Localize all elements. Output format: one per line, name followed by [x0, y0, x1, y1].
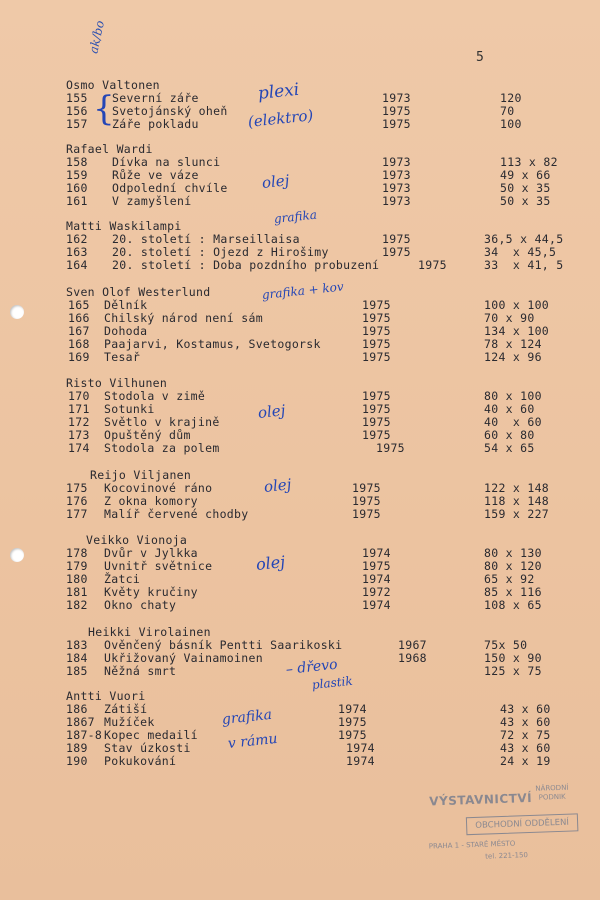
catalog-number: 180: [66, 572, 88, 586]
work-year: 1974: [362, 572, 391, 586]
work-size: 108 x 65: [484, 598, 542, 612]
work-year: 1973: [382, 155, 411, 169]
work-year: 1975: [362, 350, 391, 364]
catalog-number: 159: [66, 168, 88, 182]
work-title: Dohoda: [104, 324, 148, 338]
exhibit-row: [0, 599, 600, 612]
work-size: 40 x 60: [484, 402, 535, 416]
work-size: 43 x 60: [500, 741, 551, 755]
page-number: 5: [476, 50, 484, 65]
work-size: 159 x 227: [484, 507, 550, 521]
work-year: 1974: [346, 741, 375, 755]
work-year: 1975: [362, 311, 391, 325]
work-size: 75x 50: [484, 638, 528, 652]
work-size: 100 x 100: [484, 298, 550, 312]
exhibit-row: [0, 351, 600, 364]
handwritten-note: v rámu: [227, 730, 279, 752]
work-year: 1975: [338, 715, 367, 729]
work-year: 1967: [398, 638, 427, 652]
catalog-number: 190: [66, 754, 88, 768]
catalog-number: 173: [68, 428, 90, 442]
catalog-number: 161: [66, 194, 88, 208]
work-year: 1975: [382, 232, 411, 246]
work-size: 70: [500, 104, 515, 118]
catalog-number: 182: [66, 598, 88, 612]
work-title: Stodola v zimě: [104, 389, 206, 403]
work-size: 34 x 45,5: [484, 245, 557, 259]
work-size: 40 x 60: [484, 415, 542, 429]
work-size: 85 x 116: [484, 585, 542, 599]
work-title: Stodola za polem: [104, 441, 220, 455]
catalog-number: 178: [66, 546, 88, 560]
artist-name-text: Osmo Valtonen: [66, 78, 160, 92]
work-year: 1968: [398, 651, 427, 665]
work-year: 1975: [352, 481, 381, 495]
catalog-number: 185: [66, 664, 88, 678]
work-year: 1973: [382, 91, 411, 105]
work-year: 1975: [362, 337, 391, 351]
work-title: Pokukování: [104, 754, 177, 768]
work-year: 1974: [362, 598, 391, 612]
artist-name-text: Heikki Virolainen: [88, 625, 211, 639]
catalog-number: 169: [68, 350, 90, 364]
work-size: 118 x 148: [484, 494, 550, 508]
work-title: Ukřižovaný Vainamoinen: [104, 651, 263, 665]
work-size: 78 x 124: [484, 337, 542, 351]
corner-note: ak/bo: [86, 19, 108, 55]
catalog-number: 176: [66, 494, 88, 508]
work-title: Dívka na slunci: [112, 155, 221, 169]
work-title: 20. století : Doba pozdního probuzení: [112, 258, 380, 272]
handwritten-note: olej: [257, 401, 287, 422]
catalog-number: 1867: [66, 715, 95, 729]
artist-name-text: Reijo Viljanen: [90, 468, 192, 482]
work-size: 54 x 65: [484, 441, 535, 455]
work-title: Růže ve váze: [112, 168, 199, 182]
work-year: 1973: [382, 194, 411, 208]
work-title: Chilský národ není sám: [104, 311, 263, 325]
work-size: 50 x 35: [500, 194, 551, 208]
work-size: 100: [500, 117, 522, 131]
work-size: 43 x 60: [500, 702, 551, 716]
work-title: Svetojánský oheň: [112, 104, 228, 118]
work-size: 33 x 41, 5: [484, 258, 564, 272]
work-size: 125 x 75: [484, 664, 542, 678]
work-title: Zátiší: [104, 702, 148, 716]
artist-name-text: Matti Waskilampi: [66, 219, 182, 233]
work-year: 1975: [362, 324, 391, 338]
catalog-number: 189: [66, 741, 88, 755]
work-title: Dělník: [104, 298, 148, 312]
work-year: 1975: [376, 441, 405, 455]
stamp-title: VÝSTAVNICTVÍ: [429, 790, 533, 809]
exhibit-row: [0, 195, 600, 208]
work-title: Paajarvi, Kostamus, Svetogorsk: [104, 337, 321, 351]
work-year: 1973: [382, 181, 411, 195]
work-title: Z okna komory: [104, 494, 198, 508]
artist-name-text: Antti Vuori: [66, 689, 146, 703]
catalog-number: 179: [66, 559, 88, 573]
work-year: 1973: [382, 168, 411, 182]
stamp-phone: tel. 221-150: [485, 851, 529, 861]
work-year: 1975: [352, 507, 381, 521]
work-size: 122 x 148: [484, 481, 550, 495]
work-title: Květy kručiny: [104, 585, 198, 599]
work-title: Ověnčený básník Pentti Saarikoski: [104, 638, 343, 652]
catalog-number: 181: [66, 585, 88, 599]
work-title: Mužíček: [104, 715, 155, 729]
work-year: 1975: [382, 117, 411, 131]
catalog-number: 184: [66, 651, 88, 665]
work-title: V zamyšlení: [112, 194, 192, 208]
work-year: 1974: [362, 546, 391, 560]
work-year: 1975: [362, 428, 391, 442]
work-size: 49 x 66: [500, 168, 551, 182]
work-size: 113 x 82: [500, 155, 558, 169]
work-title: Kopec medailí: [104, 728, 198, 742]
work-year: 1975: [362, 389, 391, 403]
work-size: 80 x 100: [484, 389, 542, 403]
catalog-number: 170: [68, 389, 90, 403]
artist-name-text: Risto Vilhunen: [66, 376, 168, 390]
catalog-number: 177: [66, 507, 88, 521]
handwritten-note: plexi: [256, 79, 301, 104]
work-size: 124 x 96: [484, 350, 542, 364]
work-title: Odpolední chvíle: [112, 181, 228, 195]
handwritten-note: olej: [261, 171, 291, 192]
stamp-department: OBCHODNÍ ODDĚLENÍ: [466, 813, 579, 835]
work-size: 60 x 80: [484, 428, 535, 442]
work-year: 1975: [418, 258, 447, 272]
artist-name-text: Sven Olof Westerlund: [66, 285, 211, 299]
catalog-number: 171: [68, 402, 90, 416]
handwritten-note: – dřevo: [285, 656, 339, 678]
catalog-number: 168: [68, 337, 90, 351]
work-title: Světlo v krajině: [104, 415, 220, 429]
work-title: Žatci: [104, 572, 141, 586]
catalog-number: 155: [66, 91, 88, 105]
work-year: 1975: [382, 104, 411, 118]
catalog-number: 162: [66, 232, 88, 246]
work-title: Severní záře: [112, 91, 199, 105]
catalog-number: 187-8: [66, 728, 103, 742]
work-size: 70 x 90: [484, 311, 535, 325]
work-year: 1975: [362, 559, 391, 573]
handwritten-note: olej: [255, 552, 287, 574]
work-size: 65 x 92: [484, 572, 535, 586]
work-size: 24 x 19: [500, 754, 551, 768]
catalog-number: 165: [68, 298, 90, 312]
catalog-number: 164: [66, 258, 88, 272]
work-year: 1975: [362, 415, 391, 429]
artist-name-text: Rafael Wardi: [66, 142, 153, 156]
work-year: 1975: [362, 402, 391, 416]
work-title: 20. století : Marseillaisa: [112, 232, 300, 246]
work-title: Opuštěný dům: [104, 428, 191, 442]
handwritten-note: olej: [263, 475, 293, 496]
work-size: 50 x 35: [500, 181, 551, 195]
work-size: 43 x 60: [500, 715, 551, 729]
catalog-number: 160: [66, 181, 88, 195]
work-title: Malíř červené chodby: [104, 507, 249, 521]
work-title: Dvůr v Jylkka: [104, 546, 198, 560]
work-year: 1975: [362, 298, 391, 312]
work-size: 120: [500, 91, 522, 105]
stamp-address: PRAHA 1 - STARÉ MĚSTO: [428, 839, 516, 851]
work-year: 1975: [338, 728, 367, 742]
handwritten-brace: {: [93, 89, 115, 129]
catalog-number: 166: [68, 311, 90, 325]
catalog-number: 167: [68, 324, 90, 338]
work-size: 80 x 130: [484, 546, 542, 560]
work-title: Kocovinové ráno: [104, 481, 213, 495]
work-size: 80 x 120: [484, 559, 542, 573]
work-title: Stav úzkosti: [104, 741, 191, 755]
handwritten-note: plastik: [311, 673, 354, 692]
exhibit-row: [0, 442, 600, 455]
work-year: 1975: [352, 494, 381, 508]
exhibit-row: [0, 508, 600, 521]
company-stamp: [425, 779, 578, 862]
work-title: Uvnitř světnice: [104, 559, 213, 573]
work-year: 1972: [362, 585, 391, 599]
handwritten-note: (elektro): [247, 106, 315, 131]
work-title: 20. století : Ojezd z Hirošimy: [112, 245, 329, 259]
handwritten-note: grafika: [273, 207, 318, 226]
work-title: Sotunki: [104, 402, 155, 416]
work-title: Něžná smrt: [104, 664, 177, 678]
catalog-number: 175: [66, 481, 88, 495]
stamp-corner: NÁRODNÍ PODNIK: [535, 783, 569, 802]
work-size: 134 x 100: [484, 324, 550, 338]
catalog-number: 186: [66, 702, 88, 716]
work-title: Záře pokladu: [112, 117, 199, 131]
work-title: Tesař: [104, 350, 141, 364]
work-year: 1974: [346, 754, 375, 768]
work-size: 72 x 75: [500, 728, 551, 742]
exhibit-row: [0, 755, 600, 768]
work-size: 150 x 90: [484, 651, 542, 665]
handwritten-note: grafika + kov: [261, 279, 345, 302]
catalog-number: 158: [66, 155, 88, 169]
artist-name-text: Veikko Vionoja: [86, 533, 188, 547]
exhibit-row: [0, 259, 600, 272]
catalog-number: 183: [66, 638, 88, 652]
work-year: 1974: [338, 702, 367, 716]
catalog-number: 157: [66, 117, 88, 131]
catalog-number: 163: [66, 245, 88, 259]
catalog-number: 172: [68, 415, 90, 429]
work-title: Okno chaty: [104, 598, 177, 612]
catalog-number: 156: [66, 104, 88, 118]
work-size: 36,5 x 44,5: [484, 232, 564, 246]
work-year: 1975: [382, 245, 411, 259]
handwritten-note: grafika: [221, 706, 273, 728]
catalog-number: 174: [68, 441, 90, 455]
